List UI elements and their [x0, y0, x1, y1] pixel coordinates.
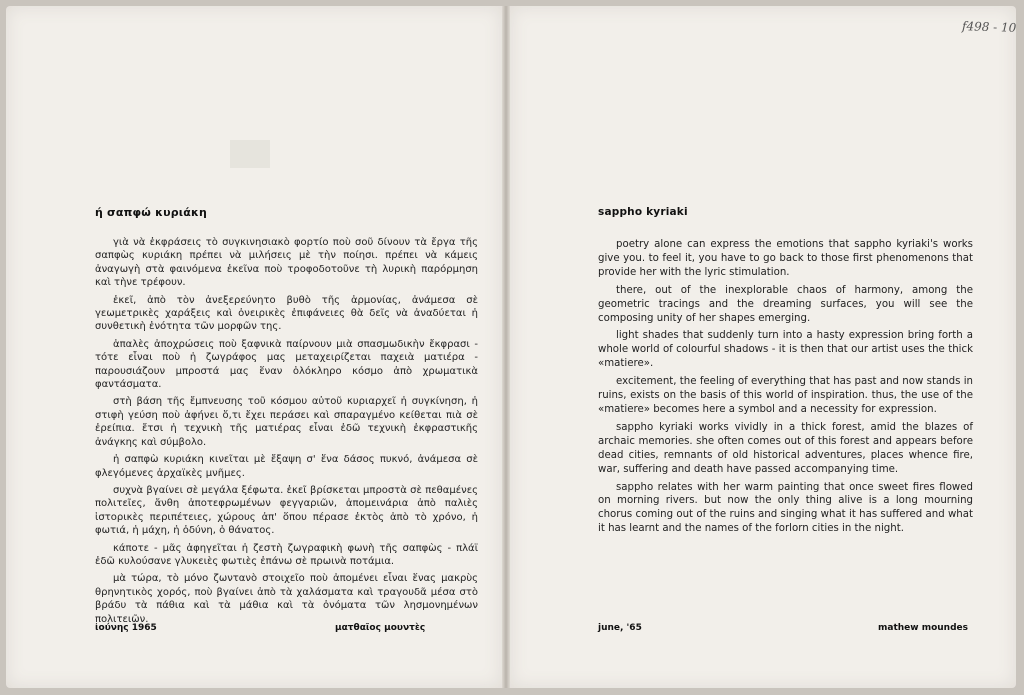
- paragraph: sappho relates with her warm painting that once sweet fires flowed on morning rivers. but now the only thing alive is a long mourning chorus coming out of the ruins and singing what it has suffered and what it has learnt and the names of the forlorn cities in the night.: [598, 481, 973, 535]
- greek-title: ή σαπφώ κυριάκη: [95, 206, 208, 219]
- faint-show-through-mark: [230, 140, 270, 168]
- english-author: mathew moundes: [878, 623, 968, 633]
- paragraph: ἡ σαπφὼ κυριάκη κινεῖται μὲ ἔξαψη σ' ἕνα δάσος πυκνό, ἀνάμεσα σὲ φλεγόμενες ἀρχαϊκὲς μνῆμες.: [95, 454, 478, 479]
- paragraph: μὰ τώρα, τὸ μόνο ζωντανὸ στοιχεῖο ποὺ ἀπομένει εἶναι ἕνας μακρὺς θρηνητικὸς χορός, ποὺ βγαίνει ἀπὸ τὰ χαλάσματα καὶ τραγουδᾶ μέσα στὸ βράδυ τὰ πάθια καὶ τὰ μάθια καὶ τὰ ὀνόματα τῶν λησμονημένων πολιτειῶν.: [95, 573, 478, 625]
- english-body-text: [598, 238, 973, 540]
- english-title: sappho kyriaki: [598, 206, 688, 218]
- page-fold: [502, 6, 510, 688]
- paragraph: light shades that suddenly turn into a hasty expression bring forth a whole world of colourful shadows - it is then that our artist uses the thick «matiere».: [598, 330, 973, 370]
- paragraph: ἁπαλὲς ἀποχρώσεις ποὺ ξαφνικὰ παίρνουν μιὰ σπασμωδικὴν ἔκφρασι - τότε εἶναι ποὺ ἡ ζωγράφος μας μεταχειρίζεται παχειὰ ματιέρα - παρουσιάζουν μπροστά μας ἕναν ὁλόκληρο κόσμο ἀπὸ χρωματικὰ φαντάσματα.: [95, 338, 478, 391]
- handwritten-annotation: f498 - 10: [961, 19, 1017, 35]
- paragraph: γιὰ νὰ ἐκφράσεις τὸ συγκινησιακὸ φορτίο ποὺ σοῦ δίνουν τὰ ἔργα τῆς σαπφὼς κυριάκη πρέπει νὰ μιλήσεις μὲ τὴν ποίησι. πρέπει νὰ κάμεις ἀναγωγὴ στὰ φαινόμενα ἐκεῖνα ποὺ τροφοδοτοῦνε τὴ λυρικὴ παρόρμηση καὶ τὴνε τρέφουν.: [95, 237, 478, 289]
- paragraph: there, out of the inexplorable chaos of harmony, among the geometric tracings and the dreaming surfaces, you will see the composing unity of her shapes emerging.: [598, 284, 973, 324]
- paragraph: συχνὰ βγαίνει σὲ μεγάλα ξέφωτα. ἐκεῖ βρίσκεται μπροστὰ σὲ πεθαμένες πολιτεῖες, ἄνθη ἀποτεφρωμένων φεγγαριῶν, ἀπομεινάρια ἀπὸ παλιὲς ἱστορικὲς περιπέτειες, χώρους ἀπ' ὅπου πέρασε ἐκτὸς ἀπὸ τὸ χρόνο, ἡ φωτιά, ἡ μάχη, ἡ ὀδύνη, ὁ θάνατος.: [95, 484, 478, 537]
- paragraph: sappho kyriaki works vividly in a thick forest, amid the blazes of archaic memories. she often comes out of this forest and appears before dead cities, remnants of old historical adventures, places whence fire, war, suffering and death have passed accompanying time.: [598, 421, 973, 475]
- greek-body-text: [95, 236, 478, 630]
- paragraph: στὴ βάση τῆς ἔμπνευσης τοῦ κόσμου αὐτοῦ κυριαρχεῖ ἡ συγκίνηση, ἡ στιφὴ γεύση ποὺ ἀφήνει ὅ,τι ἔχει περάσει καὶ σπαραγμένο κείθεται πιὰ σὲ ἐρείπια. ἔτσι ἡ τεχνικὴ τῆς ματιέρας εἶναι ἐδῶ τεχνικὴ ἐκφραστικῆς ἀνάγκης καὶ σύμβολο.: [95, 396, 478, 448]
- greek-date: ἰούνης 1965: [95, 623, 157, 633]
- paragraph: ἐκεῖ, ἀπὸ τὸν ἀνεξερεύνητο βυθὸ τῆς ἁρμονίας, ἀνάμεσα σὲ γεωμετρικὲς χαράξεις καὶ ὀνειρικὲς ἐπιφάνειες θὰ δεῖς νὰ ἀναδύεται ἡ συνθετικὴ ἑνότητα τῶν μορφῶν της.: [95, 294, 478, 333]
- greek-author: ματθαῖος μουντὲς: [335, 623, 426, 633]
- english-date: june, '65: [598, 623, 642, 633]
- paragraph: poetry alone can express the emotions that sappho kyriaki's works give you. to feel it, you have to go back to those first phenomenons that provide her with the lyric stimulation.: [598, 239, 973, 278]
- paragraph: κάποτε - μᾶς ἀφηγεῖται ἡ ζεστὴ ζωγραφικὴ φωνὴ τῆς σαπφὼς - πλάϊ ἐδῶ κυλούσανε γλυκειὲς φωτιὲς ἐπάνω σὲ πρωινὰ ποτάμια.: [95, 542, 478, 567]
- paragraph: excitement, the feeling of everything that has past and now stands in ruins, exists on the basis of this world of inspiration. thus, the use of the «matiere» becomes here a symbol and a necessity for expression.: [598, 376, 973, 415]
